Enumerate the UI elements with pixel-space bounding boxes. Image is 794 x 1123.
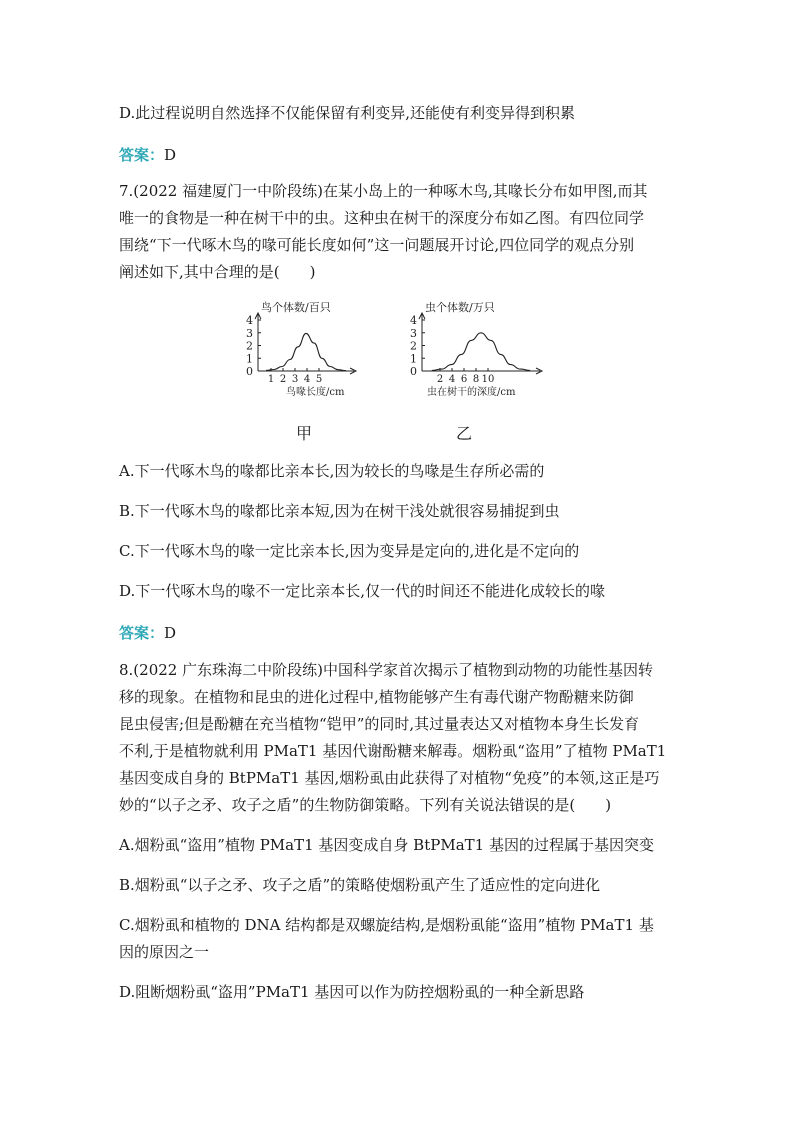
chart-jia-caption: 甲 — [296, 424, 313, 443]
y-tick-label: 0 — [246, 365, 253, 378]
q7-option-c: C.下一代啄木鸟的喙一定比亲本长,因为变异是定向的,进化是不定向的 — [119, 542, 580, 560]
x-axis-label: 虫在树干的深度/cm — [427, 387, 516, 398]
q7-stem-line: 唯一的食物是一种在树干中的虫。这种虫在树干的深度分布如乙图。有四位同学 — [119, 209, 645, 227]
q8-option-d: D.阻断烟粉虱“盗用”PMaT1 基因可以作为防控烟粉虱的一种全新思路 — [119, 983, 585, 1001]
answer-label: 答案： — [119, 624, 165, 642]
q8-option-b: B.烟粉虱“以子之矛、攻子之盾”的策略使烟粉虱产生了适应性的定向进化 — [119, 876, 601, 894]
x-tick-label: 10 — [481, 374, 495, 385]
q7-answer — [119, 622, 176, 643]
q6-option-d: D.此过程说明自然选择不仅能保留有利变异,还能使有利变异得到积累 — [119, 104, 576, 122]
x-tick-label: 6 — [460, 374, 468, 385]
y-tick-label: 3 — [410, 326, 417, 340]
y-tick-label: 4 — [246, 314, 253, 327]
q7-option-d: D.下一代啄木鸟的喙不一定比亲本长,仅一代的时间还不能进化成较长的喙 — [119, 582, 606, 600]
x-tick-label: 1 — [267, 374, 275, 385]
y-tick-label: 1 — [246, 352, 253, 366]
q7-stem-line: 7.(2022 福建厦门一中阶段练)在某小岛上的一种啄木鸟,其喙长分布如甲图,而其 — [119, 182, 648, 200]
q8-option-c: C.烟粉虱和植物的 DNA 结构都是双螺旋结构,是烟粉虱能“盗用”植物 PMaT1 基 — [119, 916, 654, 934]
y-tick-label: 0 — [410, 365, 417, 378]
q8-stem-line: 不利,于是植物就利用 PMaT1 基因代谢酚糖来解毒。烟粉虱“盗用”了植物 PMaT1 — [119, 742, 667, 760]
q8-stem-line: 8.(2022 广东珠海二中阶段练)中国科学家首次揭示了植物到动物的功能性基因转 — [119, 661, 653, 679]
y-tick-label: 1 — [410, 352, 417, 366]
series-curve — [432, 333, 530, 371]
q8-stem-line: 昆虫侵害;但是酚糖在充当植物“铠甲”的同时,其过量表达又对植物本身生长发育 — [119, 715, 640, 733]
y-tick-label: 3 — [246, 326, 253, 340]
y-axis-label: 鸟个体数/百只 — [261, 301, 331, 314]
q8-option-c-cont: 因的原因之一 — [119, 943, 210, 961]
chart-jia-svg — [236, 298, 366, 402]
x-tick-label: 5 — [315, 374, 323, 385]
answer-label: 答案： — [119, 146, 165, 164]
answer-value: D — [164, 146, 177, 164]
x-tick-label: 2 — [436, 374, 444, 385]
q8-option-a: A.烟粉虱“盗用”植物 PMaT1 基因变成自身 BtPMaT1 基因的过程属于基因突变 — [119, 836, 654, 854]
x-tick-label: 2 — [279, 374, 287, 385]
x-axis-label: 鸟喙长度/cm — [286, 387, 345, 398]
q7-option-a: A.下一代啄木鸟的喙都比亲本长,因为较长的鸟喙是生存所必需的 — [119, 462, 545, 480]
q7-stem-line: 围绕“下一代啄木鸟的喙可能长度如何”这一问题展开讨论,四位同学的观点分别 — [119, 236, 635, 254]
series-curve — [266, 333, 346, 370]
y-tick-label: 4 — [410, 314, 417, 327]
q7-stem-line: 阐述如下,其中合理的是( ) — [119, 263, 316, 281]
x-tick-label: 8 — [472, 374, 480, 385]
chart-yi-caption: 乙 — [456, 424, 473, 443]
x-tick-label: 4 — [303, 374, 311, 385]
y-tick-label: 2 — [410, 339, 417, 353]
q8-stem-line: 妙的“以子之矛、攻子之盾”的生物防御策略。下列有关说法错误的是( ) — [119, 796, 612, 814]
chart-yi — [400, 298, 560, 406]
q8-stem-line: 基因变成自身的 BtPMaT1 基因,烟粉虱由此获得了对植物“免疫”的本领,这正是巧 — [119, 769, 660, 787]
q8-stem-line: 移的现象。在植物和昆虫的进化过程中,植物能够产生有毒代谢产物酚糖来防御 — [119, 688, 634, 706]
y-tick-label: 2 — [246, 339, 253, 353]
answer-value: D — [164, 624, 177, 642]
q7-option-b: B.下一代啄木鸟的喙都比亲本短,因为在树干浅处就很容易捕捉到虫 — [119, 502, 560, 520]
x-tick-label: 4 — [448, 374, 456, 385]
x-tick-label: 3 — [291, 374, 299, 385]
y-axis-label: 虫个体数/万只 — [425, 301, 495, 314]
q6-answer — [119, 144, 176, 165]
chart-yi-svg — [400, 298, 560, 402]
chart-jia — [236, 298, 366, 406]
